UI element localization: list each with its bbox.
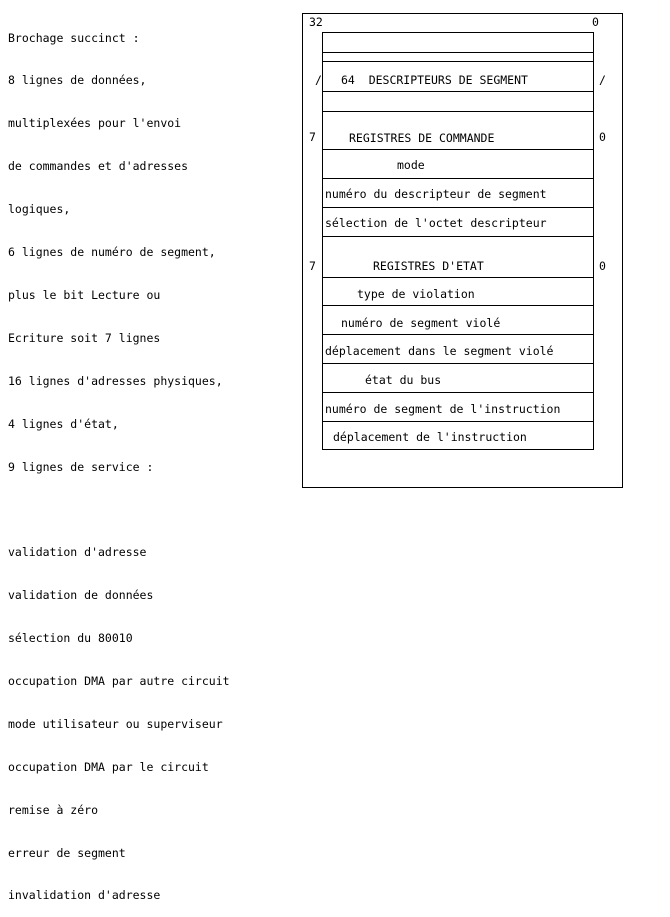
service-line: sélection du 80010: [8, 631, 133, 646]
status-row-bus-state: état du bus: [365, 373, 442, 387]
service-line: invalidation d'adresse: [8, 888, 161, 903]
command-bit-low: 0: [599, 130, 606, 144]
status-bit-low: 0: [599, 259, 606, 273]
divider: [323, 178, 593, 179]
divider: [323, 236, 593, 237]
register-stack: [322, 32, 594, 450]
command-row-mode: mode: [397, 158, 425, 172]
command-registers-title: REGISTRES DE COMMANDE: [349, 131, 495, 145]
service-line: occupation DMA par autre circuit: [8, 673, 230, 688]
summary-line: 16 lignes d'adresses physiques,: [8, 373, 223, 388]
summary-line: multiplexées pour l'envoi: [8, 116, 182, 131]
divider: [323, 61, 593, 62]
status-row-violated-segment: numéro de segment violé: [341, 316, 501, 330]
bit-high-label: 32: [309, 15, 323, 29]
divider: [323, 111, 593, 112]
divider: [323, 207, 593, 208]
summary-line: 9 lignes de service :: [8, 459, 154, 474]
service-line: occupation DMA par le circuit: [8, 759, 209, 774]
divider: [323, 91, 593, 92]
service-line: erreur de segment: [8, 845, 126, 860]
divider: [323, 277, 593, 278]
divider: [323, 305, 593, 306]
summary-line: plus le bit Lecture ou: [8, 287, 161, 302]
service-line: validation d'adresse: [8, 545, 147, 560]
summary-line: de commandes et d'adresses: [8, 159, 189, 174]
status-row-instruction-offset: déplacement de l'instruction: [333, 430, 527, 444]
divider: [323, 149, 593, 150]
divider: [323, 334, 593, 335]
status-row-violation-type: type de violation: [357, 287, 475, 301]
slash-left: /: [315, 73, 322, 87]
bit-low-label: 0: [592, 15, 599, 29]
service-line: mode utilisateur ou superviseur: [8, 716, 223, 731]
summary-line: 4 lignes d'état,: [8, 416, 119, 431]
status-bit-high: 7: [309, 259, 316, 273]
divider: [323, 52, 593, 53]
status-registers-title: REGISTRES D'ETAT: [373, 259, 484, 273]
divider: [323, 392, 593, 393]
pinout-summary: [8, 2, 230, 917]
command-row-byte-select: sélection de l'octet descripteur: [325, 216, 547, 230]
summary-line: Ecriture soit 7 lignes: [8, 330, 161, 345]
status-row-violated-offset: déplacement dans le segment violé: [325, 344, 554, 358]
command-row-descriptor-number: numéro du descripteur de segment: [325, 187, 547, 201]
slash-right: /: [599, 73, 606, 87]
service-line: remise à zéro: [8, 802, 99, 817]
summary-line: 8 lignes de données,: [8, 73, 147, 88]
summary-line: logiques,: [8, 202, 71, 217]
summary-line: Brochage succinct :: [8, 30, 140, 45]
command-bit-high: 7: [309, 130, 316, 144]
divider: [323, 363, 593, 364]
status-row-instruction-segment: numéro de segment de l'instruction: [325, 402, 561, 416]
service-line: validation de données: [8, 588, 154, 603]
summary-line: 6 lignes de numéro de segment,: [8, 245, 216, 260]
divider: [323, 421, 593, 422]
descriptors-label: 64 DESCRIPTEURS DE SEGMENT: [341, 73, 528, 87]
